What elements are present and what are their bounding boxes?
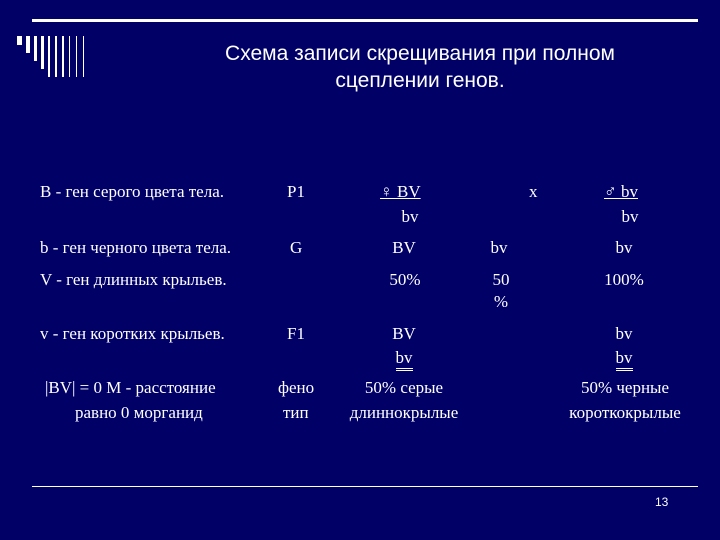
ratio-female-gamete-2-percent: % [493,292,509,311]
top-divider [32,19,698,22]
legend-b-gray: B - ген серого цвета тела. [40,182,224,201]
phenotype-left-line-2: длиннокрылые [349,403,459,422]
ratio-female-gamete-2: 50 [492,270,510,289]
phenotype-left-line-1: 50% серые [364,378,444,397]
offspring-right-bottom: bv [616,348,633,371]
gamete-female-bv-lower: bv [490,238,508,257]
row-label-pheno-2: тип [283,403,309,422]
ratio-female-gamete-1: 50% [389,270,421,289]
female-genotype-top: ♀ BV [380,182,421,201]
legend-distance-line-2: равно 0 морганид [75,403,203,422]
bottom-divider [32,486,698,487]
female-genotype-bottom: bv [401,207,419,226]
legend-v-long: V - ген длинных крыльев. [40,270,227,289]
legend-v-short: v - ген коротких крыльев. [40,324,225,343]
gamete-female-bv-upper: BV [392,238,416,257]
phenotype-right-line-1: 50% черные [580,378,670,397]
offspring-left-bottom-wrap [386,346,422,371]
title-line-1: Схема записи скрещивания при полном [225,42,615,65]
row-label-p1: P1 [287,182,305,201]
legend-b-black: b - ген черного цвета тела. [40,238,232,257]
male-parent-top [604,180,638,203]
title-line-2: сцеплении генов. [335,69,505,92]
legend-distance-line-1: |BV| = 0 M - расстояние [45,378,216,397]
slide-title [150,40,690,94]
row-label-f1: F1 [287,324,305,343]
offspring-left-bottom: bv [396,348,413,371]
offspring-right-top: bv [615,324,633,343]
cross-sign: x [529,182,538,201]
female-parent-top [380,180,421,203]
gamete-male-bv: bv [615,238,633,257]
page-number: 13 [655,495,669,509]
ratio-male-gamete: 100% [604,270,644,289]
row-label-g: G [290,238,303,257]
offspring-right-bottom-wrap [606,346,642,371]
male-genotype-top: ♂ bv [604,182,638,201]
offspring-left-top: BV [392,324,416,343]
phenotype-right-line-2: короткокрылые [569,403,681,422]
male-genotype-bottom: bv [621,207,639,226]
row-label-pheno-1: фено [278,378,315,397]
